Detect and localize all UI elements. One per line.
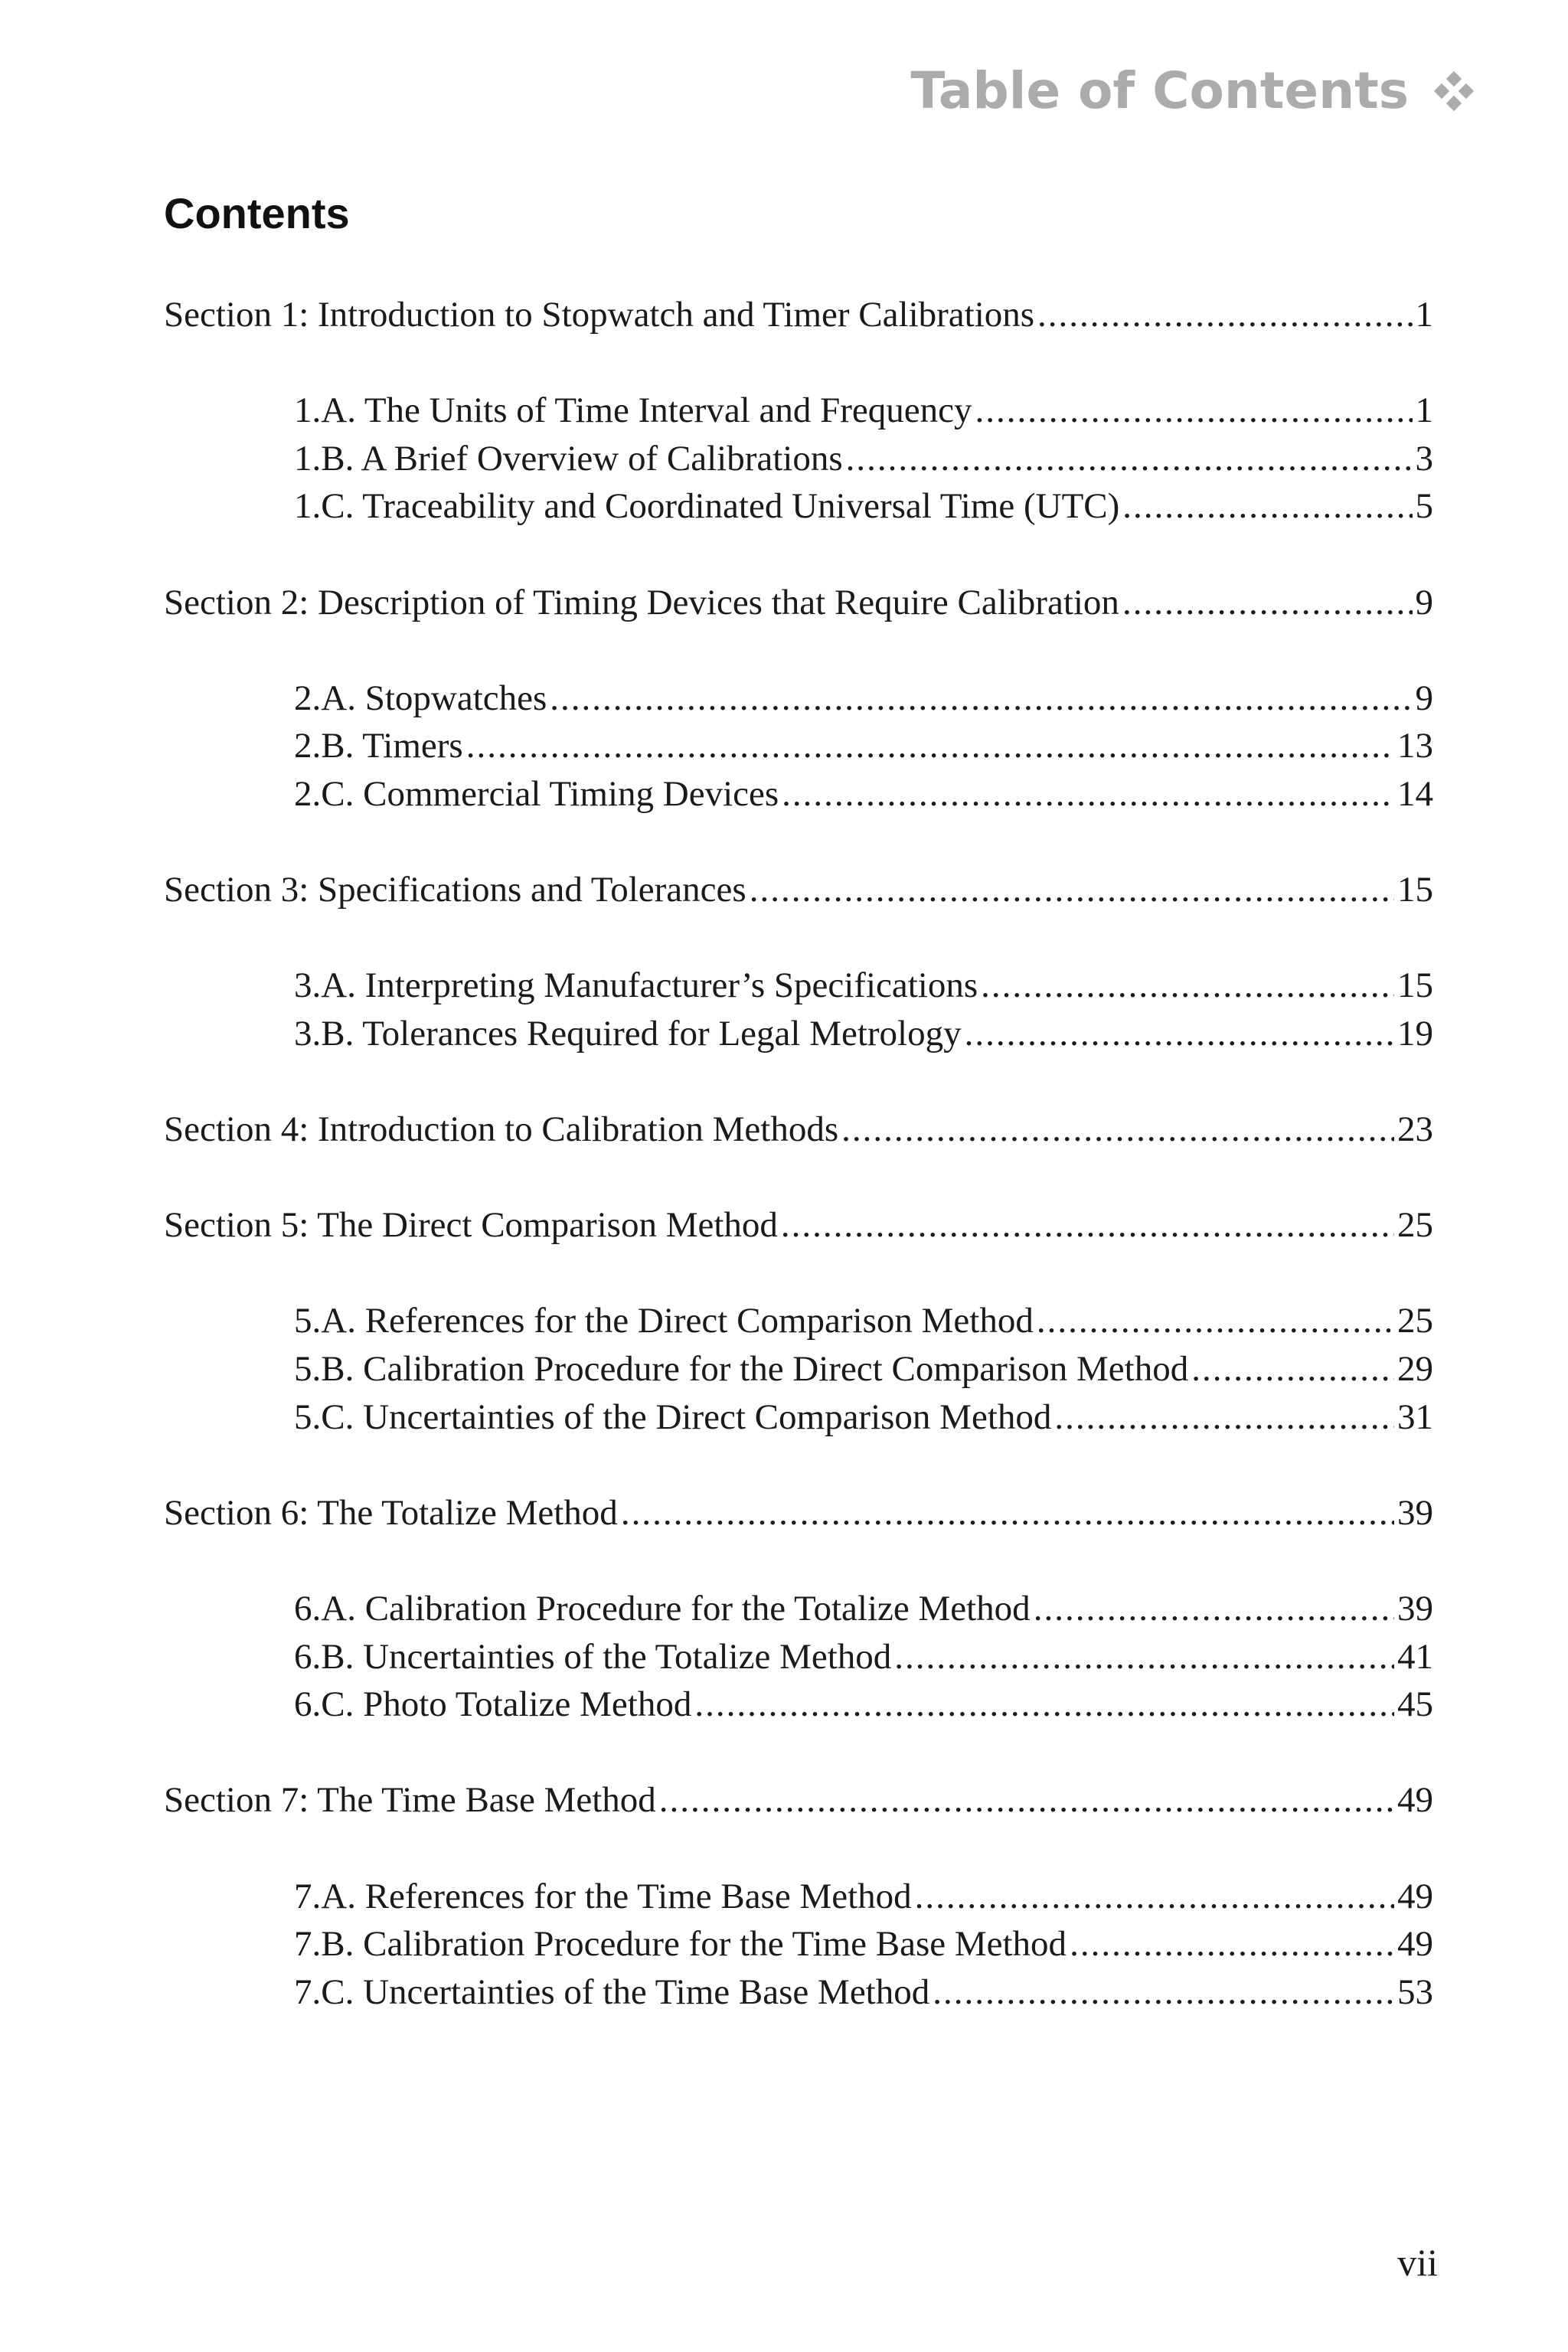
toc-subsection-entry[interactable] xyxy=(164,1633,1433,1681)
toc-subsection-label: 1.A. The Units of Time Interval and Frequency xyxy=(294,390,972,431)
toc-page-number: 1 xyxy=(1415,390,1433,431)
toc-section-entry[interactable] xyxy=(164,866,1433,914)
toc-page-number: 15 xyxy=(1397,870,1433,910)
toc-spacer xyxy=(164,1250,1433,1298)
toc-section-entry[interactable] xyxy=(164,1106,1433,1154)
toc-spacer xyxy=(164,914,1433,962)
toc-page-number: 15 xyxy=(1397,965,1433,1006)
toc-subsection-entry[interactable] xyxy=(164,435,1433,483)
toc-subsection-label: 7.B. Calibration Procedure for the Time Base Method xyxy=(294,1924,1067,1965)
toc-spacer xyxy=(164,1441,1433,1489)
toc-subsection-label: 6.C. Photo Totalize Method xyxy=(294,1684,692,1725)
contents-heading: Contents xyxy=(164,189,350,237)
toc-page-number: 19 xyxy=(1397,1013,1433,1054)
dot-leader xyxy=(1034,1585,1394,1633)
toc-page-number: 5 xyxy=(1415,486,1433,527)
toc-subsection-label: 1.B. A Brief Overview of Calibrations xyxy=(294,438,843,479)
toc-subsection-label: 2.B. Timers xyxy=(294,726,463,766)
dot-leader xyxy=(915,1873,1394,1921)
page-number: vii xyxy=(1397,2241,1438,2284)
dot-leader xyxy=(841,1106,1394,1154)
table-of-contents xyxy=(164,291,1433,2016)
toc-subsection-entry[interactable] xyxy=(164,1968,1433,2017)
dot-leader xyxy=(781,1201,1394,1250)
dot-leader xyxy=(1037,291,1412,339)
toc-subsection-label: 1.C. Traceability and Coordinated Universal Time (UTC) xyxy=(294,486,1120,527)
toc-subsection-entry[interactable] xyxy=(164,1393,1433,1442)
toc-subsection-entry[interactable] xyxy=(164,387,1433,435)
toc-page-number: 49 xyxy=(1397,1924,1433,1965)
toc-section-label: Section 3: Specifications and Tolerances xyxy=(164,870,746,910)
dot-leader xyxy=(694,1681,1394,1729)
toc-subsection-entry[interactable] xyxy=(164,675,1433,723)
running-head xyxy=(910,61,1476,120)
dot-leader xyxy=(1070,1920,1394,1968)
toc-page-number: 49 xyxy=(1397,1780,1433,1821)
toc-page-number: 39 xyxy=(1397,1492,1433,1533)
dot-leader xyxy=(975,387,1412,435)
toc-subsection-entry[interactable] xyxy=(164,770,1433,818)
dot-leader xyxy=(846,435,1413,483)
four-diamond-ornament-icon xyxy=(1432,69,1476,113)
toc-subsection-label: 5.B. Calibration Procedure for the Direct Comparison Method xyxy=(294,1349,1189,1390)
toc-spacer xyxy=(164,818,1433,867)
toc-spacer xyxy=(164,1729,1433,1777)
toc-page-number: 25 xyxy=(1397,1205,1433,1246)
toc-page-number: 29 xyxy=(1397,1349,1433,1390)
toc-spacer xyxy=(164,1824,1433,1873)
toc-subsection-label: 2.A. Stopwatches xyxy=(294,678,547,718)
toc-page-number: 9 xyxy=(1415,678,1433,718)
toc-section-entry[interactable] xyxy=(164,1489,1433,1537)
toc-page-number: 31 xyxy=(1397,1396,1433,1437)
toc-subsection-entry[interactable] xyxy=(164,962,1433,1010)
toc-page-number: 1 xyxy=(1415,295,1433,335)
toc-section-label: Section 2: Description of Timing Devices that Require Calibration xyxy=(164,582,1119,622)
toc-subsection-entry[interactable] xyxy=(164,1010,1433,1058)
toc-page-number: 14 xyxy=(1397,773,1433,814)
toc-section-label: Section 6: The Totalize Method xyxy=(164,1492,618,1533)
dot-leader xyxy=(621,1489,1394,1537)
dot-leader xyxy=(750,866,1394,914)
dot-leader xyxy=(782,770,1394,818)
toc-section-entry[interactable] xyxy=(164,1201,1433,1250)
toc-section-label: Section 4: Introduction to Calibration Methods xyxy=(164,1109,839,1150)
toc-page-number: 13 xyxy=(1397,726,1433,766)
toc-subsection-label: 6.B. Uncertainties of the Totalize Method xyxy=(294,1636,892,1677)
toc-section-label: Section 7: The Time Base Method xyxy=(164,1780,656,1821)
toc-section-entry[interactable] xyxy=(164,579,1433,627)
toc-page-number: 3 xyxy=(1415,438,1433,479)
toc-subsection-label: 3.B. Tolerances Required for Legal Metrology xyxy=(294,1013,962,1054)
dot-leader xyxy=(933,1968,1394,2017)
toc-section-label: Section 1: Introduction to Stopwatch and Timer Calibrations xyxy=(164,295,1035,335)
toc-subsection-label: 5.A. References for the Direct Comparison Method xyxy=(294,1301,1034,1341)
toc-subsection-entry[interactable] xyxy=(164,1920,1433,1968)
toc-page-number: 41 xyxy=(1397,1636,1433,1677)
toc-spacer xyxy=(164,339,1433,387)
dot-leader xyxy=(659,1776,1394,1824)
dot-leader xyxy=(1037,1297,1394,1345)
toc-page-number: 39 xyxy=(1397,1589,1433,1629)
toc-subsection-entry[interactable] xyxy=(164,1585,1433,1633)
toc-subsection-entry[interactable] xyxy=(164,722,1433,770)
dot-leader xyxy=(466,722,1394,770)
toc-subsection-entry[interactable] xyxy=(164,1345,1433,1393)
dot-leader xyxy=(550,675,1412,723)
toc-subsection-label: 5.C. Uncertainties of the Direct Comparison Method xyxy=(294,1396,1052,1437)
toc-subsection-entry[interactable] xyxy=(164,1681,1433,1729)
toc-spacer xyxy=(164,531,1433,579)
toc-page-number: 9 xyxy=(1415,582,1433,622)
toc-subsection-label: 6.A. Calibration Procedure for the Totalize Method xyxy=(294,1589,1031,1629)
toc-subsection-label: 2.C. Commercial Timing Devices xyxy=(294,773,779,814)
toc-subsection-label: 7.C. Uncertainties of the Time Base Method xyxy=(294,1971,930,2012)
toc-subsection-label: 3.A. Interpreting Manufacturer’s Specifications xyxy=(294,965,978,1006)
toc-spacer xyxy=(164,1154,1433,1202)
toc-section-entry[interactable] xyxy=(164,1776,1433,1824)
toc-section-label: Section 5: The Direct Comparison Method xyxy=(164,1205,778,1246)
dot-leader xyxy=(894,1633,1394,1681)
running-head-title: Table of Contents xyxy=(910,61,1409,120)
toc-spacer xyxy=(164,1058,1433,1106)
toc-page-number: 53 xyxy=(1397,1971,1433,2012)
toc-spacer xyxy=(164,1537,1433,1585)
toc-subsection-entry[interactable] xyxy=(164,1297,1433,1345)
toc-section-entry[interactable] xyxy=(164,291,1433,339)
toc-subsection-entry[interactable] xyxy=(164,1873,1433,1921)
dot-leader xyxy=(1191,1345,1394,1393)
dot-leader xyxy=(1122,482,1412,531)
toc-subsection-label: 7.A. References for the Time Base Method xyxy=(294,1876,912,1916)
toc-subsection-entry[interactable] xyxy=(164,482,1433,531)
toc-page-number: 45 xyxy=(1397,1684,1433,1725)
toc-page-number: 23 xyxy=(1397,1109,1433,1150)
toc-page-number: 49 xyxy=(1397,1876,1433,1916)
toc-spacer xyxy=(164,626,1433,675)
dot-leader xyxy=(1122,579,1413,627)
dot-leader xyxy=(965,1010,1394,1058)
dot-leader xyxy=(1054,1393,1394,1442)
toc-page-number: 25 xyxy=(1397,1301,1433,1341)
dot-leader xyxy=(981,962,1394,1010)
